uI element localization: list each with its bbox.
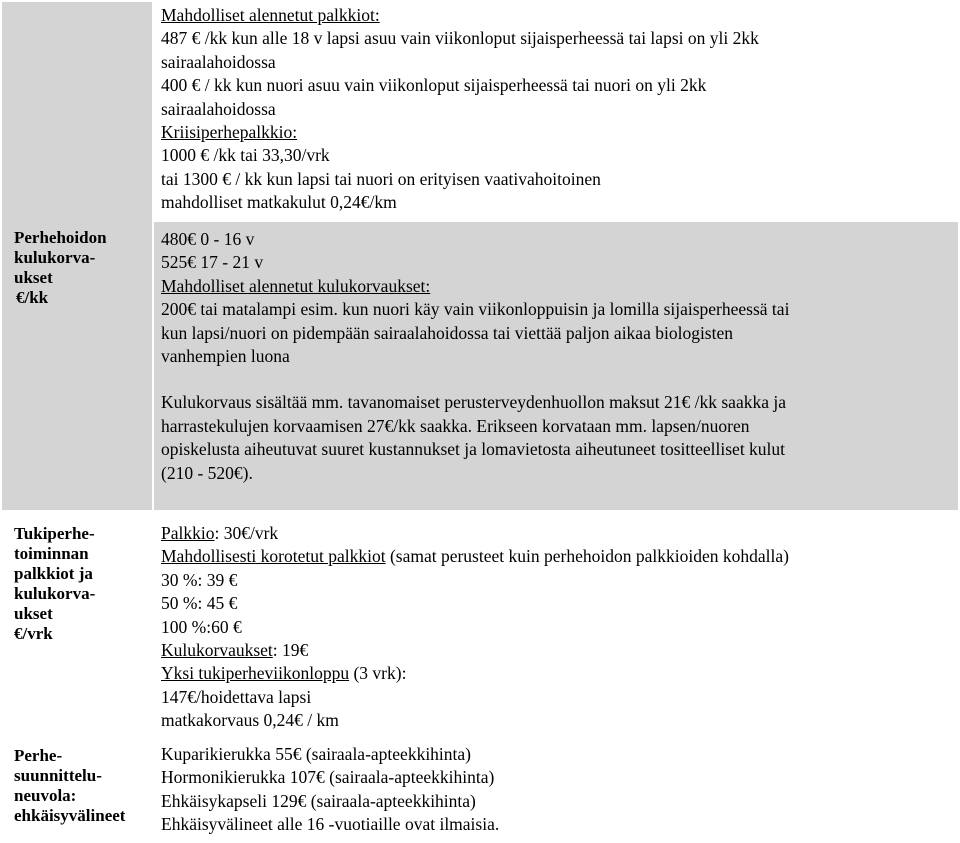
text-line: matkakorvaus 0,24€ / km (161, 710, 339, 731)
text-line: Kriisiperhepalkkio: (161, 122, 298, 143)
text-line: sairaalahoidossa (161, 51, 276, 72)
text-line: Kulukorvaukset: 19€ (161, 640, 309, 661)
text-line: 1000 € /kk tai 33,30/vrk (161, 145, 330, 166)
content-cell-tukiperhe (154, 512, 958, 740)
label-line: toiminnan (14, 544, 89, 563)
text-line: 480€ 0 - 16 v (161, 229, 255, 249)
content-cell-ehkaisy (154, 742, 958, 841)
text-gap (161, 368, 958, 391)
label-line: kulukorva- (14, 584, 96, 603)
text-line: 147€/hoidettava lapsi (161, 686, 312, 707)
text-line: 100 %:60 € (161, 616, 242, 637)
label-line: Perhehoidon (14, 228, 107, 247)
palkkiot-text (154, 2, 958, 215)
text-line: Kuparikierukka 55€ (sairaala-apteekkihinta) (161, 744, 472, 764)
tukiperhe-text (154, 512, 958, 733)
label-line: suunnittelu- (14, 766, 102, 785)
text-line: 525€ 17 - 21 v (161, 252, 264, 273)
text-line: (210 - 520€). (161, 462, 253, 483)
label-perhesuunnittelu (14, 746, 125, 826)
text-line: mahdolliset matkakulut 0,24€/km (161, 192, 397, 213)
label-line: palkkiot ja (14, 564, 93, 583)
text-line: Mahdollisesti korotetut palkkiot (samat perusteet kuin perhehoidon palkkioiden kohdalla) (161, 546, 789, 567)
text-line: Kulukorvaus sisältää mm. tavanomaiset perusterveydenhuollon maksut 21€ /kk saakka ja (161, 392, 786, 413)
text-line: 200€ tai matalampi esim. kun nuori käy vain viikonloppuisin ja lomilla sijaisperheessä tai (161, 299, 790, 320)
text-line: 30 %: 39 € (161, 569, 238, 590)
label-line: ukset (14, 604, 53, 623)
label-tukiperhe (14, 524, 95, 644)
text-line: tai 1300 € / kk kun lapsi tai nuori on erityisen vaativahoitoinen (161, 168, 601, 189)
content-cell-kulukorvaukset (154, 222, 958, 510)
label-line: ehkäisyvälineet (14, 806, 126, 825)
label-line: €/vrk (14, 624, 53, 643)
label-line: Perhe- (14, 746, 63, 765)
label-perhehoito (14, 228, 107, 308)
label-cell-perhesuunnittelu (2, 742, 152, 841)
label-cell-tukiperhe (2, 512, 152, 740)
text-line: vanhempien luona (161, 346, 290, 367)
text-line: Ehkäisykapseli 129€ (sairaala-apteekkihinta) (161, 790, 476, 811)
text-line: sairaalahoidossa (161, 98, 276, 119)
content-cell-palkkiot (154, 2, 958, 220)
text-line: Palkkio: 30€/vrk (161, 523, 279, 543)
label-line: neuvola: (14, 786, 77, 805)
text-line: 50 %: 45 € (161, 593, 238, 614)
text-line: Yksi tukiperheviikonloppu (3 vrk): (161, 663, 407, 684)
text-line: Ehkäisyvälineet alle 16 -vuotiaille ovat ilmaisia. (161, 814, 500, 835)
text-line: 400 € / kk kun nuori asuu vain viikonloput sijaisperheessä tai nuori on yli 2kk (161, 75, 707, 96)
label-line: kulukorva- (14, 248, 96, 267)
label-line: Tukiperhe- (14, 524, 95, 543)
text-line: Mahdolliset alennetut kulukorvaukset: (161, 275, 431, 296)
label-cell-perhehoito (2, 2, 152, 510)
text-line: kun lapsi/nuori on pidempään sairaalahoidossa tai viettää paljon aikaa biologisten (161, 322, 733, 343)
label-line: ukset (14, 268, 53, 287)
text-line: Hormonikierukka 107€ (sairaala-apteekkihinta) (161, 767, 495, 788)
text-line: 487 € /kk kun alle 18 v lapsi asuu vain viikonloput sijaisperheessä tai lapsi on yli 2kk (161, 28, 759, 49)
text-line: opiskelusta aiheutuvat suuret kustannukset ja lomavietosta aiheutuneet tositteelliset kulut (161, 439, 786, 460)
text-line: Mahdolliset alennetut palkkiot: (161, 5, 380, 25)
label-line: €/kk (16, 288, 49, 307)
ehkaisy-text (154, 742, 958, 837)
kulukorvaukset-text (154, 222, 958, 485)
text-line: harrastekulujen korvaamisen 27€/kk saakka. Erikseen korvataan mm. lapsen/nuoren (161, 415, 750, 436)
